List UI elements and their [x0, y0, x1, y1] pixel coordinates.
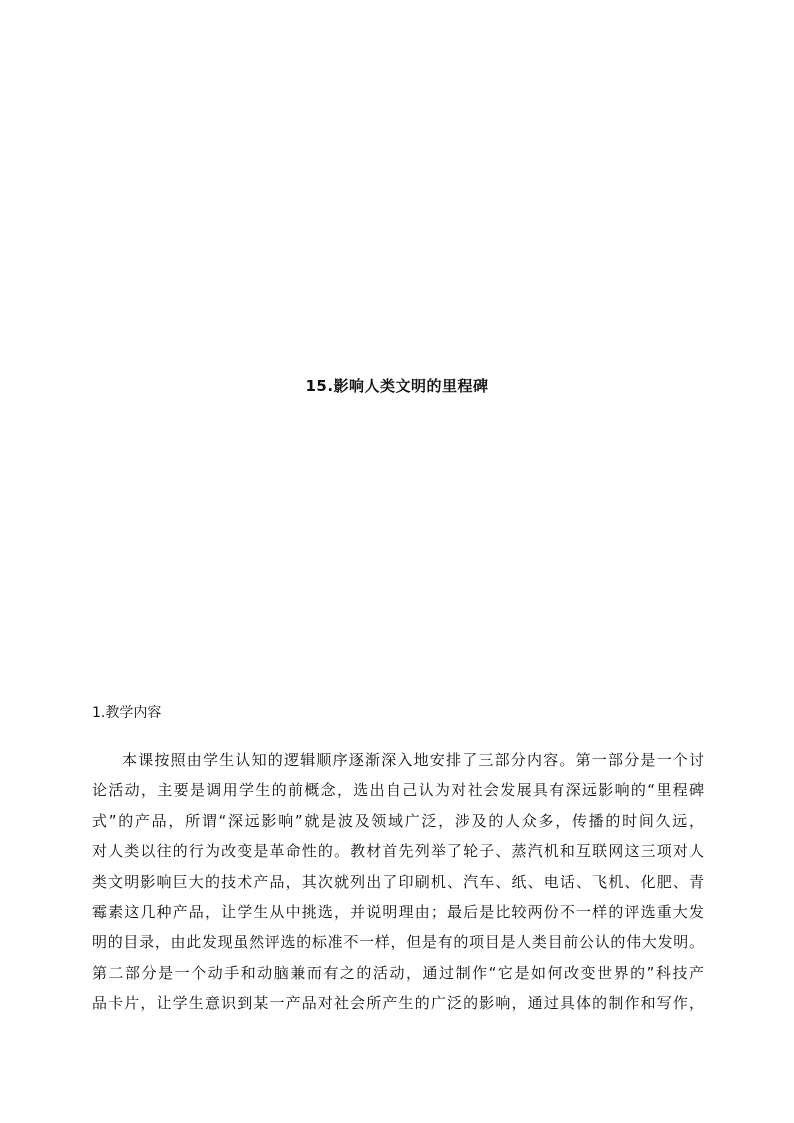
paragraph-line: 对人类以往的行为改变是革命性的。教材首先列举了轮子、蒸汽机和互联网这三项对人 [92, 842, 704, 861]
paragraph-line: 霉素这几种产品，让学生从中挑选，并说明理由；最后是比较两份不一样的评选重大发 [92, 902, 704, 921]
paragraph-line: 第二部分是一个动手和动脑兼而有之的活动，通过制作“它是如何改变世界的”科技产 [92, 963, 704, 982]
paragraph-line: 式”的产品，所谓“深远影响”就是波及领域广泛，涉及的人众多，传播的时间久远， [92, 811, 704, 830]
document-title: 15.影响人类文明的里程碑 [305, 377, 489, 395]
paragraph-line: 类文明影响巨大的技术产品，其次就列出了印刷机、汽车、纸、电话、飞机、化肥、青 [92, 872, 704, 891]
paragraph-line: 论活动，主要是调用学生的前概念，选出自己认为对社会发展具有深远影响的“里程碑 [92, 781, 704, 800]
paragraph-line: 本课按照由学生认知的逻辑顺序逐渐深入地安排了三部分内容。第一部分是一个讨 [122, 751, 704, 769]
body-paragraph [92, 745, 704, 1019]
section-heading: 1.教学内容 [92, 705, 162, 721]
paragraph-line: 品卡片，让学生意识到某一产品对社会所产生的广泛的影响，通过具体的制作和写作， [92, 994, 704, 1013]
paragraph-line: 明的目录，由此发现虽然评选的标准不一样，但是有的项目是人类目前公认的伟大发明。 [92, 933, 704, 952]
